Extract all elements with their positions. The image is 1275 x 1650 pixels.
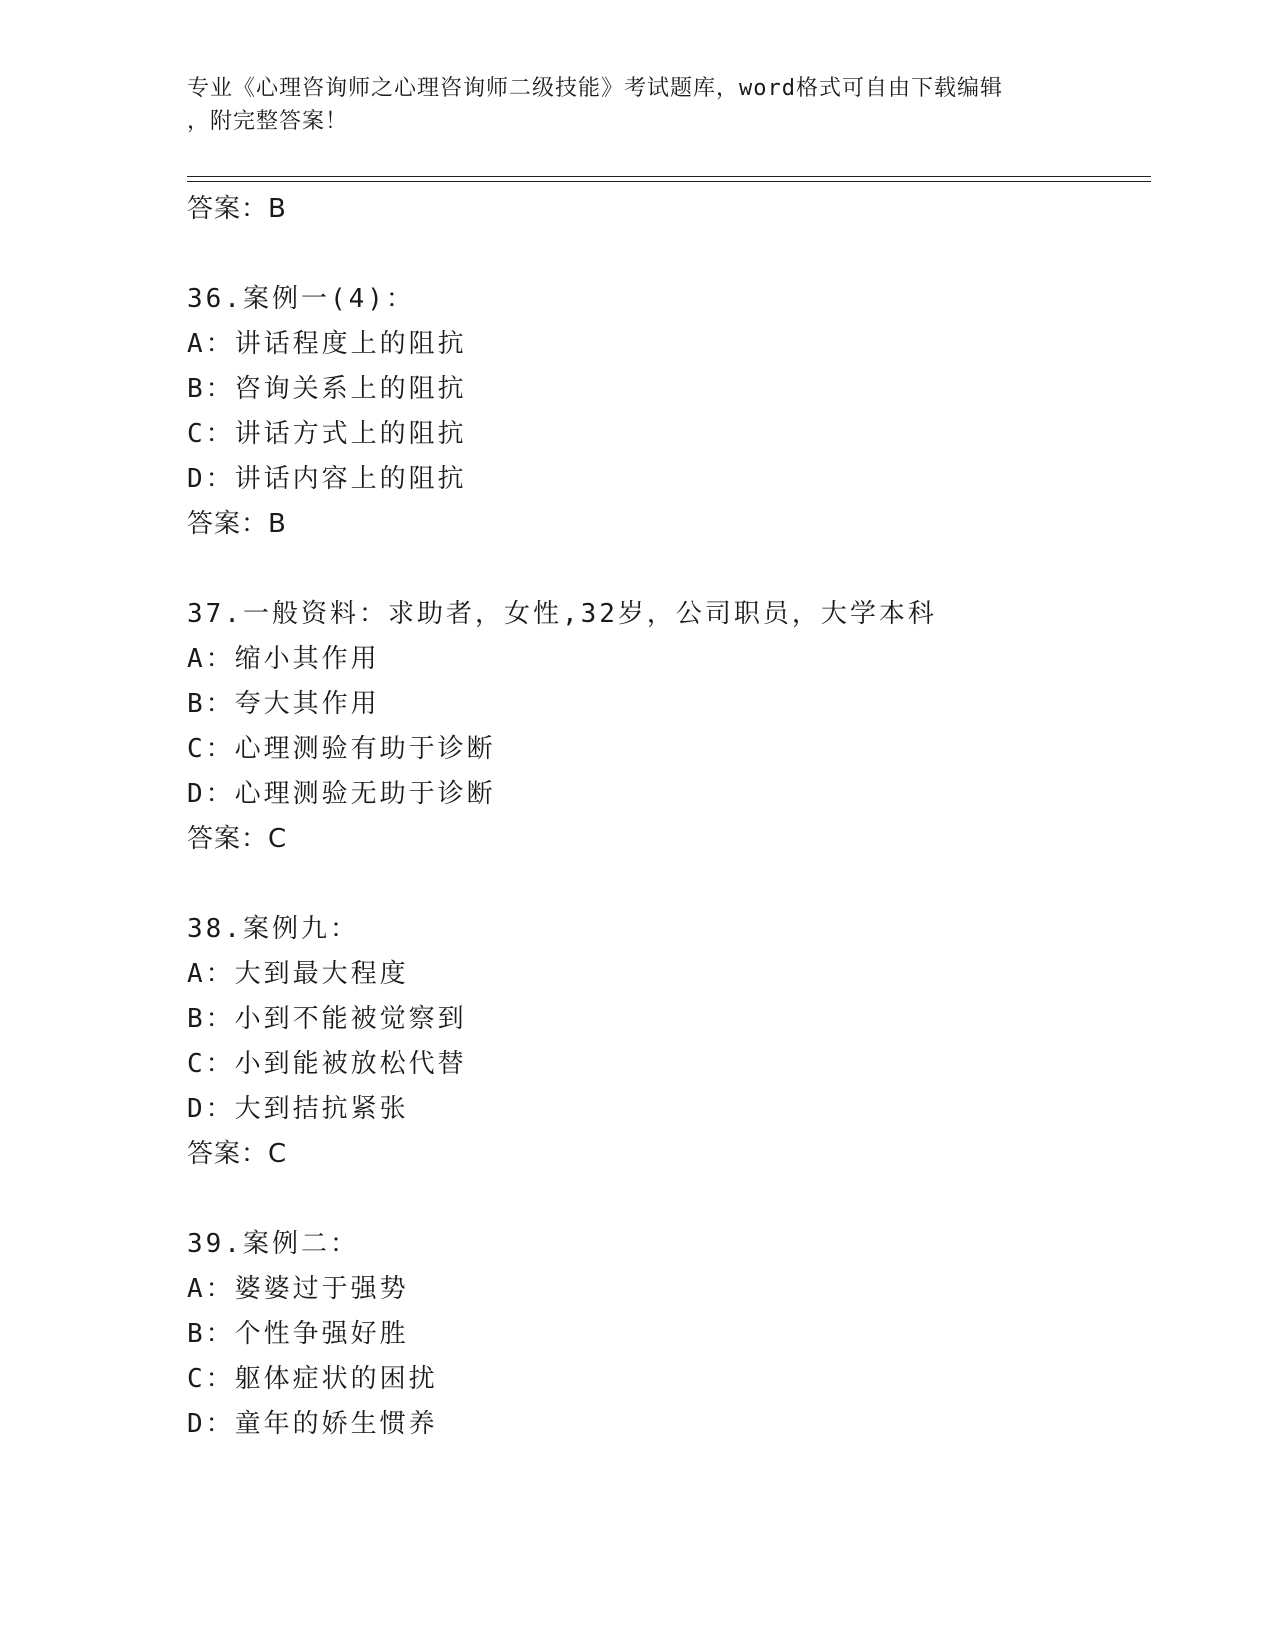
- answer: 答案：B: [187, 509, 287, 539]
- option-b: B：夸大其作用: [187, 689, 380, 719]
- question-stem: 39.案例二：: [187, 1229, 359, 1259]
- header-divider-top: [187, 176, 1151, 177]
- question-stem: 38.案例九：: [187, 914, 359, 944]
- option-a: A：婆婆过于强势: [187, 1274, 409, 1304]
- previous-answer: 答案：B: [187, 194, 287, 224]
- answer: 答案：C: [187, 1139, 288, 1169]
- header-line-1: 专业《心理咨询师之心理咨询师二级技能》考试题库，word格式可自由下载编辑: [187, 76, 1003, 101]
- option-d: D：童年的娇生惯养: [187, 1409, 438, 1439]
- option-c: C：心理测验有助于诊断: [187, 734, 496, 764]
- option-b: B：个性争强好胜: [187, 1319, 409, 1349]
- option-b: B：小到不能被觉察到: [187, 1004, 467, 1034]
- option-d: D：讲话内容上的阻抗: [187, 464, 467, 494]
- option-a: A：大到最大程度: [187, 959, 409, 989]
- option-a: A：缩小其作用: [187, 644, 380, 674]
- option-c: C：躯体症状的困扰: [187, 1364, 438, 1394]
- answer: 答案：C: [187, 824, 288, 854]
- option-c: C：讲话方式上的阻抗: [187, 419, 467, 449]
- document-header: [187, 72, 1087, 138]
- option-c: C：小到能被放松代替: [187, 1049, 467, 1079]
- question-stem: 37.一般资料：求助者，女性,32岁，公司职员，大学本科: [187, 599, 937, 629]
- header-line-2: ，附完整答案！: [187, 109, 349, 134]
- option-d: D：大到拮抗紧张: [187, 1094, 409, 1124]
- question-stem: 36.案例一(4)：: [187, 284, 415, 314]
- option-d: D：心理测验无助于诊断: [187, 779, 496, 809]
- option-b: B：咨询关系上的阻抗: [187, 374, 467, 404]
- option-a: A：讲话程度上的阻抗: [187, 329, 467, 359]
- header-divider-bottom: [187, 181, 1151, 182]
